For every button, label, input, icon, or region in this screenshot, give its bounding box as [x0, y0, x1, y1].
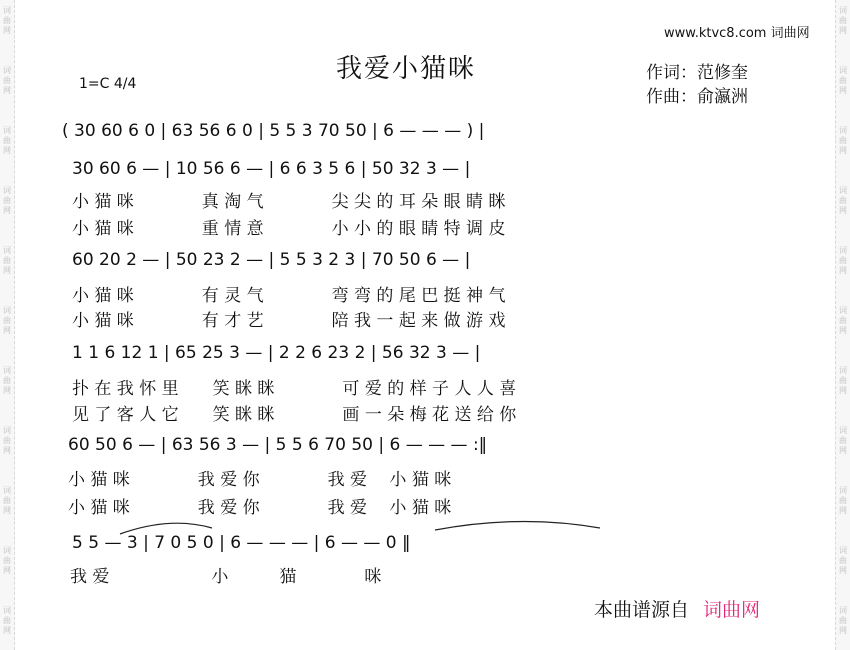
watermark-text: 词 曲 网: [3, 66, 11, 95]
watermark-text: 词 曲 网: [3, 366, 11, 395]
notation-system-2: 30 60 6 — | 10 56 6 — | 6 6 3 5 6 | 50 32 3 — |: [72, 159, 471, 179]
watermark-text: 词 曲 网: [839, 186, 847, 215]
notation-system-1: ( 30 60 6 0 | 63 56 6 0 | 5 5 3 70 50 | 6 — — — ) |: [62, 121, 485, 141]
notation-system-6: 5 5 — 3 | 7 0 5 0 | 6 — — — | 6 — — 0 ‖: [72, 533, 411, 553]
source-label: 本曲谱源自: [594, 599, 690, 621]
lyric-line-4-1: 扑 在 我 怀 里 笑 眯 眯 可 爱 的 样 子 人 人 喜: [72, 379, 517, 399]
source-note: [594, 595, 760, 622]
watermark-text: 词 曲 网: [3, 546, 11, 575]
watermark-text: 词 曲 网: [3, 426, 11, 455]
watermark-text: 词 曲 网: [839, 366, 847, 395]
watermark-text: 词 曲 网: [839, 246, 847, 275]
lyric-line-2-2: 小 猫 咪 重 情 意 小 小 的 眼 睛 特 调 皮: [72, 219, 506, 239]
site-url[interactable]: www.ktvc8.com: [664, 26, 767, 41]
watermark-text: 词 曲 网: [839, 546, 847, 575]
watermark-text: 词 曲 网: [839, 126, 847, 155]
lyric-line-3-2: 小 猫 咪 有 才 艺 陪 我 一 起 来 做 游 戏: [72, 311, 506, 331]
lyric-line-3-1: 小 猫 咪 有 灵 气 弯 弯 的 尾 巴 挺 神 气: [72, 286, 506, 306]
watermark-text: 词 曲 网: [3, 126, 11, 155]
watermark-text: 词 曲 网: [839, 306, 847, 335]
site-url-header[interactable]: [664, 22, 810, 41]
lyric-line-4-2: 见 了 客 人 它 笑 眯 眯 画 一 朵 梅 花 送 给 你: [72, 405, 517, 425]
key-signature: 1=C 4/4: [79, 76, 137, 92]
watermark-text: 词 曲 网: [3, 246, 11, 275]
lyric-line-2-1: 小 猫 咪 真 淘 气 尖 尖 的 耳 朵 眼 睛 眯: [72, 192, 506, 212]
source-brand[interactable]: 词曲网: [703, 599, 761, 621]
watermark-text: 词 曲 网: [839, 426, 847, 455]
watermark-text: 词 曲 网: [3, 186, 11, 215]
notation-system-3: 60 20 2 — | 50 23 2 — | 5 5 3 2 3 | 70 50 6 — |: [72, 250, 471, 270]
watermark-text: 词 曲 网: [839, 486, 847, 515]
lyric-line-5-2: 小 猫 咪 我 爱 你 我 爱 小 猫 咪: [68, 498, 452, 518]
notation-system-4: 1 1 6 12 1 | 65 25 3 — | 2 2 6 23 2 | 56 32 3 — |: [72, 343, 481, 363]
watermark-text: 词 曲 网: [3, 486, 11, 515]
notation-system-5: 60 50 6 — | 63 56 3 — | 5 5 6 70 50 | 6 — — — :‖: [68, 435, 488, 455]
slur-2: [435, 521, 600, 530]
watermark-text: 词 曲 网: [839, 6, 847, 35]
lyric-line-6-1: 我 爱 小 猫 咪: [70, 567, 382, 587]
lyricist-credit: 作词：范修奎: [646, 63, 748, 83]
composer-credit: 作曲：俞瀛洲: [646, 87, 748, 107]
site-name[interactable]: 词曲网: [770, 26, 810, 41]
watermark-text: 词 曲 网: [839, 66, 847, 95]
song-title: 我爱小猫咪: [335, 54, 476, 84]
watermark-text: 词 曲 网: [3, 6, 11, 35]
lyric-line-5-1: 小 猫 咪 我 爱 你 我 爱 小 猫 咪: [68, 470, 452, 490]
watermark-text: 词 曲 网: [3, 606, 11, 635]
watermark-text: 词 曲 网: [839, 606, 847, 635]
watermark-text: 词 曲 网: [3, 306, 11, 335]
